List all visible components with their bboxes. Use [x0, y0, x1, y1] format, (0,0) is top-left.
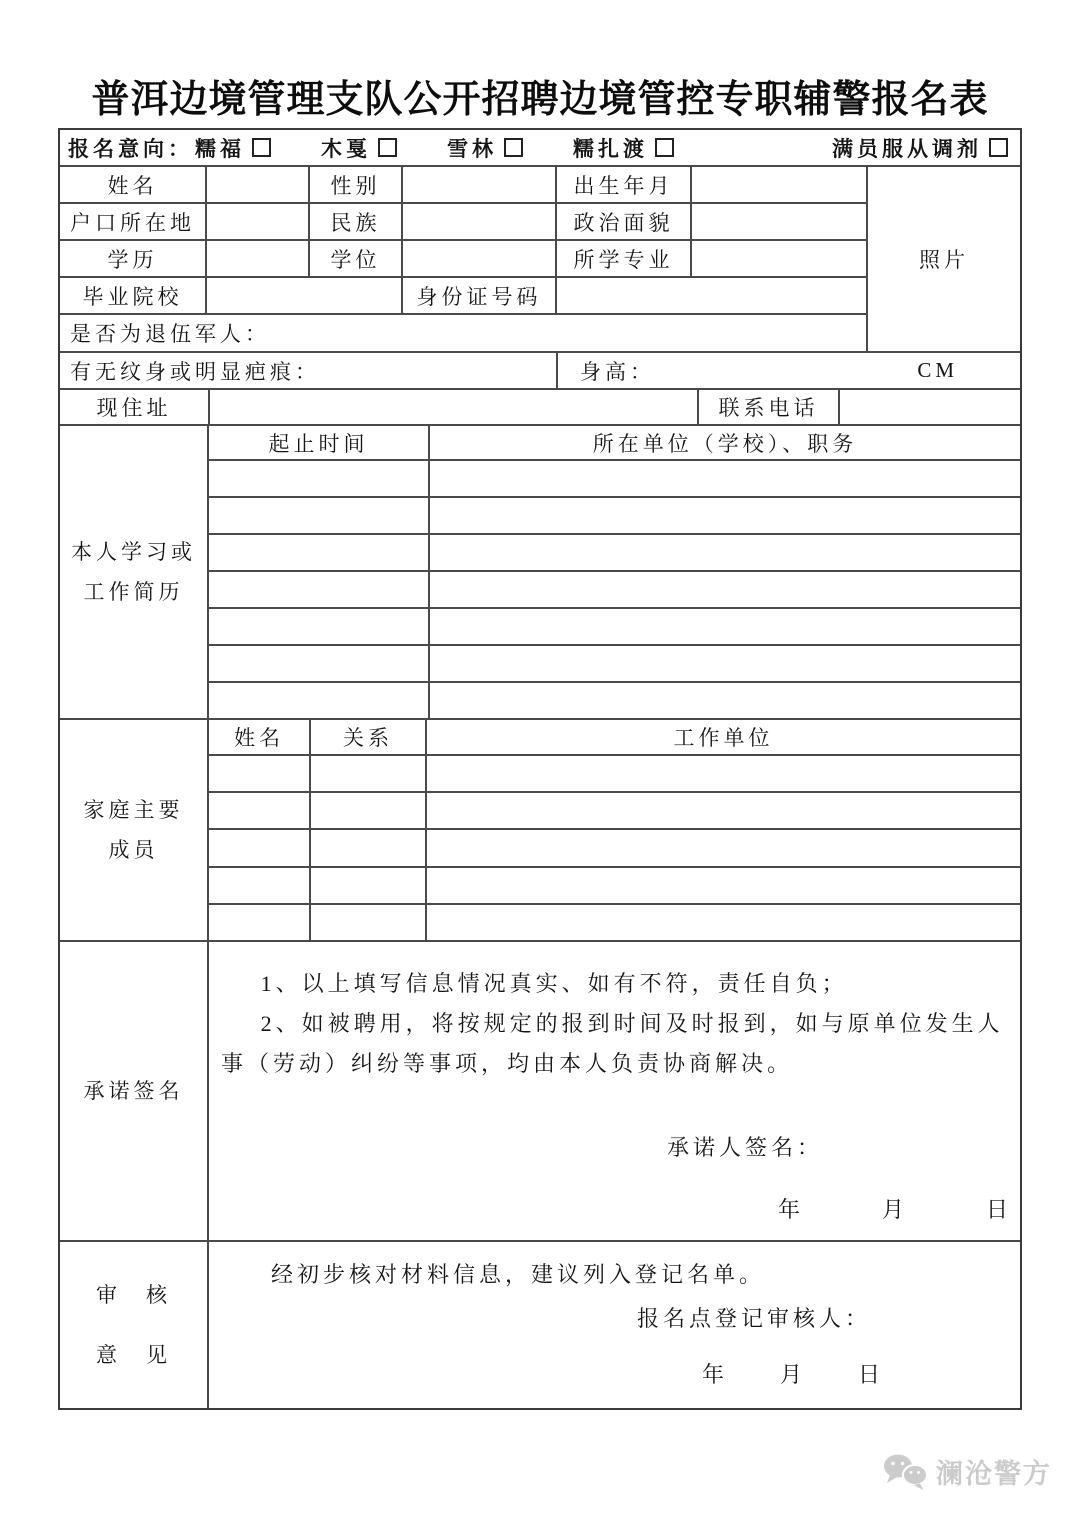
option-nuofu — [195, 133, 271, 163]
history-col-time: 起止时间 — [209, 426, 430, 459]
input-family-unit[interactable] — [427, 830, 1020, 865]
input-family-name[interactable] — [209, 793, 311, 828]
history-side-label — [60, 426, 209, 718]
option-xuelin — [447, 133, 523, 163]
review-label-line2: 意 见 — [96, 1343, 171, 1367]
family-table — [209, 720, 1020, 940]
input-history-time[interactable] — [209, 461, 430, 496]
family-side-label — [60, 720, 209, 940]
pledge-item-1: 1、以上填写信息情况真实、如有不符，责任自负； — [260, 971, 848, 996]
input-history-unit[interactable] — [430, 498, 1020, 533]
label-id-number: 身份证号码 — [403, 278, 557, 313]
review-statement: 经初步核对材料信息，建议列入登记名单。 — [271, 1262, 766, 1287]
photo-box[interactable]: 照片 — [919, 248, 969, 272]
history-col-unit: 所在单位（学校）、职务 — [592, 431, 858, 456]
input-family-relation[interactable] — [311, 793, 427, 828]
family-row — [209, 793, 1020, 830]
label-major: 所学专业 — [557, 241, 692, 276]
wechat-icon — [882, 1453, 930, 1491]
label-hukou: 户口所在地 — [60, 204, 207, 239]
input-family-unit[interactable] — [427, 793, 1020, 828]
label-tattoo: 有无纹身或明显疤痕： — [60, 353, 558, 388]
pledge-item-2: 2、如被聘用，将按规定的报到时间及时报到，如与原单位发生人事（劳动）纠纷等事项，均由本人负责协商解决。 — [221, 1011, 1004, 1076]
label-phone: 联系电话 — [699, 390, 840, 424]
input-family-unit[interactable] — [427, 756, 1020, 791]
history-section — [60, 426, 1020, 720]
label-politics: 政治面貌 — [557, 204, 692, 239]
input-family-relation[interactable] — [311, 868, 427, 903]
checkbox-nuozhadu[interactable] — [655, 138, 674, 157]
label-height: 身高： — [580, 359, 655, 384]
input-family-unit[interactable] — [427, 868, 1020, 903]
address-row — [60, 390, 1020, 426]
input-history-unit[interactable] — [430, 572, 1020, 607]
option-nuozhadu-label: 糯扎渡 — [573, 136, 648, 161]
input-family-relation[interactable] — [311, 756, 427, 791]
input-school[interactable] — [207, 278, 403, 313]
family-section — [60, 720, 1020, 942]
basic-info-section — [60, 167, 1020, 353]
label-ethnicity: 民族 — [310, 204, 403, 239]
input-birth[interactable] — [692, 167, 866, 202]
family-col-name: 姓名 — [209, 720, 311, 754]
input-family-relation[interactable] — [311, 830, 427, 865]
history-row — [209, 683, 1020, 718]
input-family-name[interactable] — [209, 905, 311, 940]
history-header — [209, 426, 1020, 461]
input-politics[interactable] — [692, 204, 866, 239]
input-gender[interactable] — [403, 167, 557, 202]
watermark — [882, 1452, 1052, 1491]
input-family-name[interactable] — [209, 868, 311, 903]
option-adjust — [832, 133, 1008, 163]
label-name: 姓名 — [60, 167, 207, 202]
tattoo-height-row — [60, 353, 1020, 390]
review-sign-label: 报名点登记审核人： — [637, 1306, 872, 1331]
label-birth: 出生年月 — [557, 167, 692, 202]
checkbox-adjust[interactable] — [989, 138, 1008, 157]
option-muga — [321, 133, 397, 163]
input-name[interactable] — [207, 167, 310, 202]
history-row — [209, 498, 1020, 535]
history-row — [209, 609, 1020, 646]
input-education[interactable] — [207, 241, 310, 276]
input-hukou[interactable] — [207, 204, 310, 239]
option-xuelin-label: 雪林 — [447, 136, 497, 161]
input-degree[interactable] — [403, 241, 557, 276]
input-history-time[interactable] — [209, 535, 430, 570]
option-nuozhadu — [573, 133, 674, 163]
input-history-time[interactable] — [209, 646, 430, 681]
family-label-line1: 家庭主要 — [83, 798, 184, 822]
input-phone[interactable] — [840, 390, 1020, 424]
review-content — [209, 1242, 1020, 1408]
review-side-label — [60, 1242, 209, 1408]
label-gender: 性别 — [310, 167, 403, 202]
family-row — [209, 905, 1020, 940]
checkbox-nuofu[interactable] — [252, 138, 271, 157]
input-family-name[interactable] — [209, 830, 311, 865]
form-title: 普洱边境管理支队公开招聘边境管控专职辅警报名表 — [91, 79, 989, 121]
intent-row — [60, 130, 1020, 167]
label-degree: 学位 — [310, 241, 403, 276]
input-id-number[interactable] — [557, 278, 866, 313]
review-date-line: 年 月 日 — [702, 1362, 885, 1387]
history-row — [209, 461, 1020, 498]
label-veteran: 是否为退伍军人： — [70, 322, 270, 346]
input-history-time[interactable] — [209, 683, 430, 718]
pledge-section — [60, 942, 1020, 1242]
checkbox-xuelin[interactable] — [504, 138, 523, 157]
review-section — [60, 1242, 1020, 1408]
history-label-line2: 工作简历 — [83, 580, 184, 604]
option-adjust-label: 满员服从调剂 — [832, 136, 982, 161]
input-family-name[interactable] — [209, 756, 311, 791]
pledge-date-line: 年 月 日 — [777, 1197, 1012, 1222]
intent-label: 报名意向： — [68, 136, 193, 161]
review-label-line1: 审 核 — [96, 1283, 171, 1307]
history-table — [209, 426, 1020, 718]
family-row — [209, 830, 1020, 867]
family-label-line2: 成员 — [108, 838, 159, 862]
height-unit: CM — [917, 358, 958, 382]
input-history-time[interactable] — [209, 572, 430, 607]
history-row — [209, 646, 1020, 683]
label-address: 现住址 — [60, 390, 210, 424]
height-cell — [558, 353, 1020, 388]
input-history-unit[interactable] — [430, 461, 1020, 496]
input-family-relation[interactable] — [311, 905, 427, 940]
family-header — [209, 720, 1020, 756]
pledge-content — [209, 942, 1020, 1240]
family-col-relation: 关系 — [311, 720, 427, 754]
history-row — [209, 572, 1020, 609]
history-label-line1: 本人学习或 — [71, 540, 196, 564]
option-nuofu-label: 糯福 — [195, 136, 245, 161]
input-major[interactable] — [692, 241, 866, 276]
input-address[interactable] — [210, 390, 699, 424]
application-form-table — [58, 128, 1022, 1410]
label-education: 学历 — [60, 241, 207, 276]
family-row — [209, 868, 1020, 905]
input-history-unit[interactable] — [430, 646, 1020, 681]
family-col-unit: 工作单位 — [673, 726, 774, 750]
pledge-sign-label: 承诺人签名： — [667, 1135, 824, 1160]
input-history-unit[interactable] — [430, 609, 1020, 644]
label-school: 毕业院校 — [60, 278, 207, 313]
input-history-unit[interactable] — [430, 535, 1020, 570]
input-ethnicity[interactable] — [403, 204, 557, 239]
input-history-unit[interactable] — [430, 683, 1020, 718]
watermark-text: 澜沧警方 — [936, 1459, 1052, 1489]
family-row — [209, 756, 1020, 793]
option-muga-label: 木戛 — [321, 136, 371, 161]
basic-info-grid — [60, 167, 868, 351]
input-history-time[interactable] — [209, 498, 430, 533]
input-family-unit[interactable] — [427, 905, 1020, 940]
pledge-label: 承诺签名 — [83, 1079, 184, 1103]
history-row — [209, 535, 1020, 572]
pledge-side-label — [60, 942, 209, 1240]
checkbox-muga[interactable] — [378, 138, 397, 157]
input-history-time[interactable] — [209, 609, 430, 644]
